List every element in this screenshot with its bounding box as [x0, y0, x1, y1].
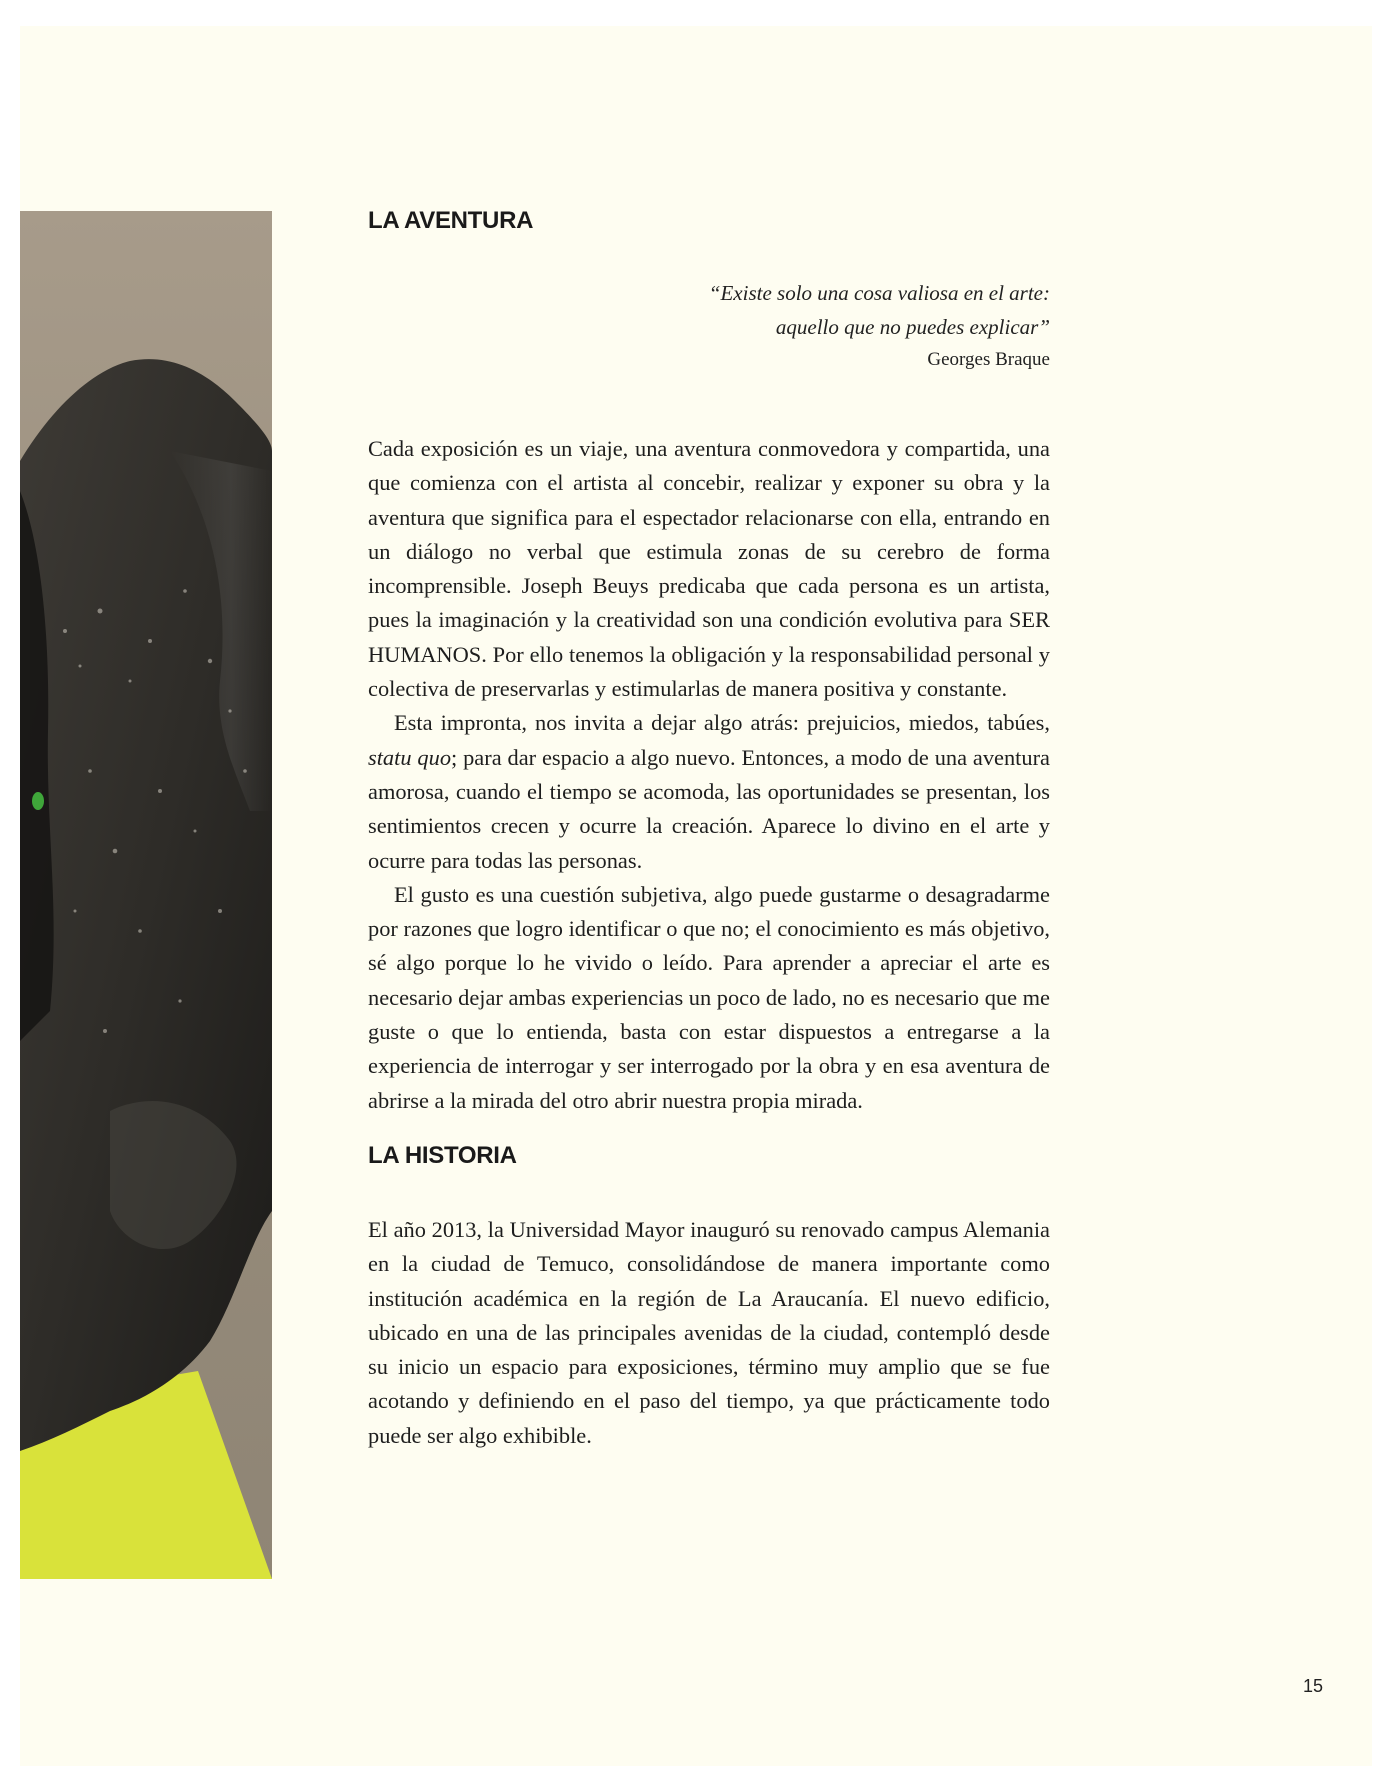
section-title-aventura: LA AVENTURA: [368, 207, 534, 234]
paragraph: El gusto es una cuestión subjetiva, algo puede gustarme o desagradarme por razones que logro identificar o que no; el conocimiento es más objetivo, sé algo porque lo he vivido o leído. Para aprender a apreciar el arte es necesario dejar ambas experiencias un poco de lado, no es necesario que me guste o que lo entienda, basta con estar dispuestos a entregarse a la experiencia de interrogar y ser interrogado por la obra y en esa aventura de abrirse a la mirada del otro abrir nuestra propia mirada.: [368, 881, 1050, 1113]
quote-line-2: aquello que no puedes explicar”: [775, 315, 1050, 339]
epigraph-quote: [368, 276, 1050, 376]
body-text-historia: [368, 1213, 1050, 1453]
section-title-historia: LA HISTORIA: [368, 1142, 517, 1169]
page: [20, 26, 1372, 1766]
page-number: 15: [1303, 1676, 1324, 1696]
quote-line-1: “Existe solo una cosa valiosa en el arte:: [708, 281, 1050, 305]
quote-author: Georges Braque: [927, 349, 1050, 370]
body-text-aventura: [368, 432, 1050, 1118]
green-insect-shape: [32, 792, 44, 810]
paragraph: Esta impronta, nos invita a dejar algo atrás: prejuicios, miedos, tabúes, statu quo; para dar espacio a algo nuevo. Entonces, a modo de una aventura amorosa, cuando el tiempo se acomoda, las oportunidades se presentan, los sentimientos crecen y ocurre la creación. Aparece lo divino en el arte y ocurre para todas las personas.: [368, 710, 1050, 873]
artwork-illustration: [20, 211, 272, 1579]
paragraph: El año 2013, la Universidad Mayor inauguró su renovado campus Alemania en la ciudad de Temuco, consolidándose de manera importante como institución académica en la región de La Araucanía. El nuevo edificio, ubicado en una de las principales avenidas de la ciudad, contempló desde su inicio un espacio para exposiciones, término muy amplio que se fue acotando y definiendo en el paso del tiempo, ya que prácticamente todo puede ser algo exhibible.: [368, 1217, 1050, 1448]
emphasis-statu-quo: statu quo: [368, 744, 452, 770]
paragraph: Cada exposición es un viaje, una aventura conmovedora y compartida, una que comienza con el artista al concebir, realizar y exponer su obra y la aventura que significa para el espectador relacionarse con ella, entrando en un diálogo no verbal que estimula zonas de su cerebro de forma incomprensible. Joseph Beuys predicaba que cada persona es un artista, pues la imaginación y la creatividad son una condición evolutiva para SER HUMANOS. Por ello tenemos la obligación y la responsabilidad personal y colectiva de preservarlas y estimularlas de manera positiva y constante.: [368, 436, 1050, 702]
artwork-photo: [20, 211, 272, 1579]
